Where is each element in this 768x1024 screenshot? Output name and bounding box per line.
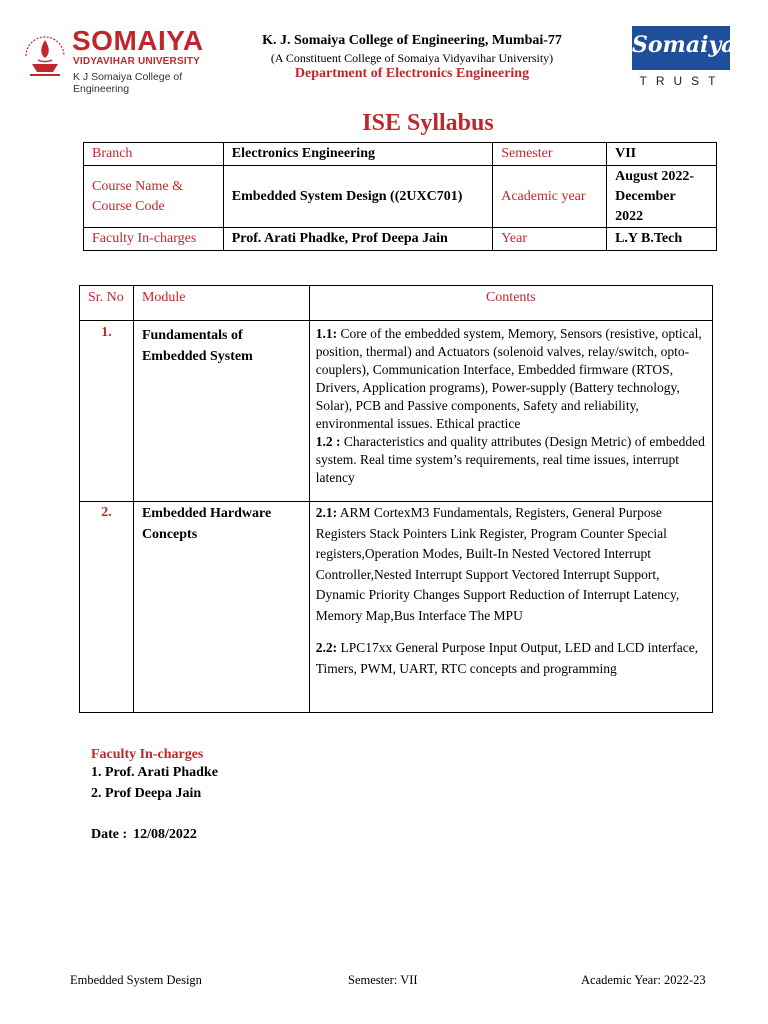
academic-year-line: December [615,188,676,204]
module-line: Fundamentals of [141,328,243,343]
footer-semester: Semester: VII [348,973,418,987]
footer-course: Embedded System Design [70,973,202,987]
somaiya-trust-logo [632,26,736,90]
course-info-table [83,142,717,251]
header-module: Module [133,286,309,321]
header-srno: Sr. No [80,286,134,321]
row-module [133,321,309,502]
course-label-line: Course Name & [92,178,183,194]
section-tag: 1.2 : [315,434,341,449]
institution-name: K. J. Somaiya College of Engineering, Mumbai-77 [262,33,562,48]
trust-label: TRUST [639,74,725,88]
syllabus-table [79,285,713,713]
section-tag: 2.1: [315,505,338,520]
module-line: Embedded Hardware [141,506,272,521]
trust-wordmark: Somaiya [632,32,736,58]
row-srno: 2. [80,502,134,713]
date-value: 12/08/2022 [133,827,197,842]
year-value: L.Y B.Tech [607,228,717,251]
trust-logo-box [632,26,736,70]
table-row [80,321,713,502]
section-tag: 2.2: [315,640,338,655]
department-name: Department of Electronics Engineering [294,66,530,81]
logo-university: VIDYAVIHAR UNIVERSITY [73,56,201,67]
row-contents [309,502,712,713]
table-row [80,502,713,713]
section-text: Core of the embedded system, Memory, Sensors (resistive, optical, position, thermal) and Actuators (solenoid valves, relay/switch, opto-couplers), Communication Interface, Embedded firmware (RTOS, Drivers, Application programs), Power-supply (Battery technology, Solar), PCB and Passive components, Safety and reliability, environmental issues. Ethical practice [315,326,702,431]
table-row [84,143,717,166]
logo-college: K J Somaiya College of Engineering [73,71,183,95]
date-label: Date : [91,827,128,842]
table-header-row [80,286,713,321]
faculty-label: Faculty In-charges [84,228,224,251]
academic-year-line: August 2022- [615,168,695,184]
section-text: LPC17xx General Purpose Input Output, LED and LCD interface, Timers, PWM, UART, RTC concepts and programming [315,640,699,676]
date-line [91,827,197,843]
academic-year-label: Academic year [493,166,607,228]
year-label: Year [493,228,607,251]
section-text: Characteristics and quality attributes (Design Metric) of embedded system. Real time system’s requirements, real time issues, interrupt latency [315,434,705,485]
header-contents: Contents [309,286,712,321]
faculty-list-item: 1. Prof. Arati Phadke [91,765,218,780]
semester-label: Semester [493,143,607,166]
content-paragraph [316,325,706,433]
course-label [84,166,224,228]
module-line: Embedded System [141,349,253,364]
row-srno: 1. [80,321,134,502]
branch-value: Electronics Engineering [223,143,492,166]
content-paragraph [316,433,706,487]
row-module [133,502,309,713]
logo-wordmark: SOMAIYA [72,25,204,56]
faculty-value: Prof. Arati Phadke, Prof Deepa Jain [223,228,492,251]
table-row [84,166,717,228]
table-row [84,228,717,251]
semester-value: VII [607,143,717,166]
section-text: ARM CortexM3 Fundamentals, Registers, General Purpose Registers Stack Pointers Link Register, Program Counter Special registers,Operation Modes, Built-In Nested Vectored Interrupt Controller,Nested Interrupt Support Vectored Interrupt Support, Dynamic Priority Changes Support Reduction of Interrupt Latency, Memory Map,Bus Interface The MPU [315,505,680,623]
lamp-emblem-icon [20,26,70,84]
page-title: ISE Syllabus [362,110,494,136]
branch-label: Branch [84,143,224,166]
course-value: Embedded System Design ((2UXC701) [223,166,492,228]
content-paragraph [316,503,706,626]
footer-academic-year: Academic Year: 2022-23 [581,973,706,987]
academic-year-line: 2022 [615,208,644,224]
content-paragraph [316,638,706,679]
module-line: Concepts [141,527,198,542]
section-tag: 1.1: [315,326,338,341]
somaiya-university-logo [20,24,225,95]
row-contents [309,321,712,502]
faculty-heading: Faculty In-charges [91,747,204,762]
faculty-list-item: 2. Prof Deepa Jain [91,786,202,801]
academic-year-value [607,166,717,228]
institution-affiliation: (A Constituent College of Somaiya Vidyavihar University) [270,51,554,65]
course-label-line: Course Code [92,198,165,214]
